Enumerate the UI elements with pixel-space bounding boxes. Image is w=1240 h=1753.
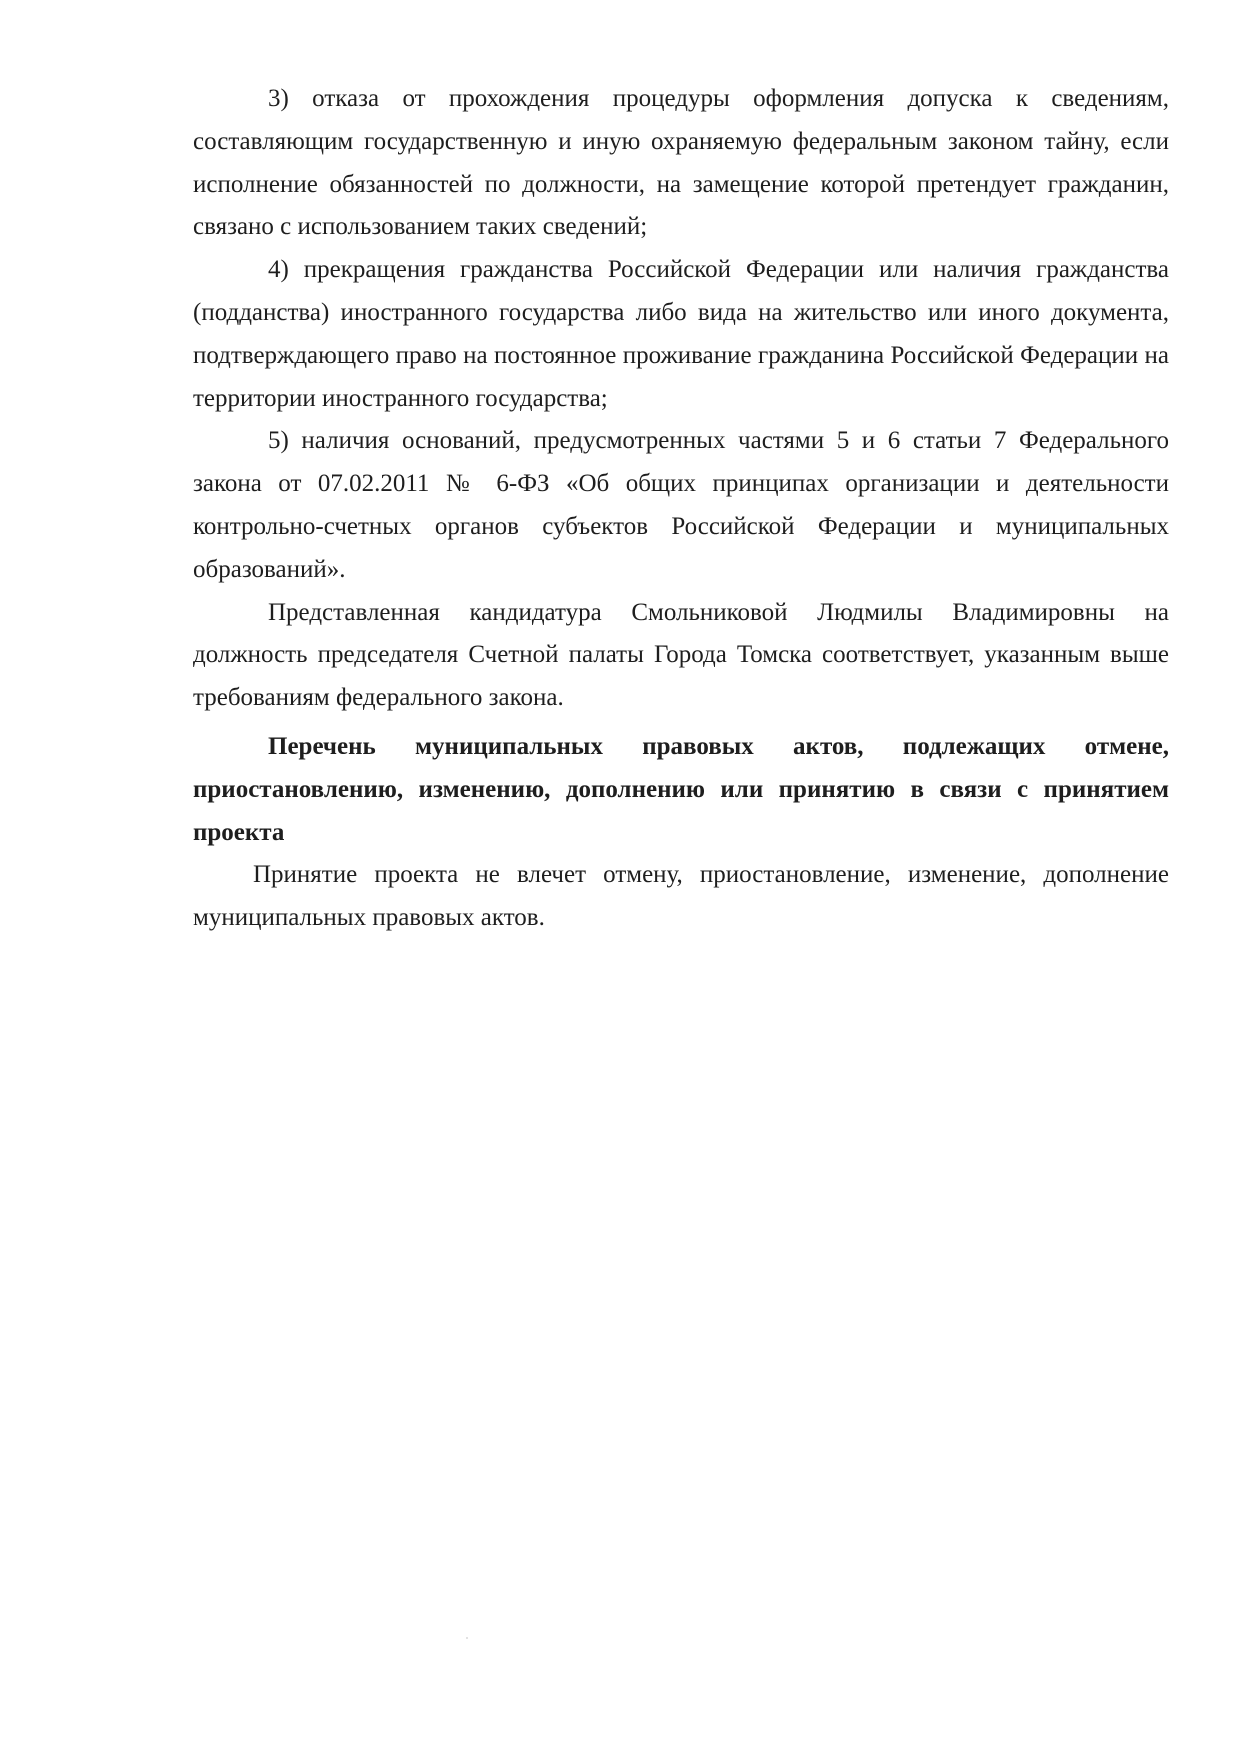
- paragraph-item-4: 4) прекращения гражданства Российской Федерации или наличия гражданства (подданства) иностранного государства либо вида на жительство или иного документа, подтверждающего право на постоянное проживание гражданина Российской Федерации на территории иностранного государства;: [193, 256, 1169, 412]
- closing-paragraph: Принятие проекта не влечет отмену, приостановление, изменение, дополнение муниципальных правовых актов.: [193, 861, 1169, 932]
- document-body: [193, 78, 1169, 940]
- scan-speck: [466, 1637, 468, 1639]
- paragraph-item-5: 5) наличия оснований, предусмотренных частями 5 и 6 статьи 7 Федерального закона от 07.02.2011 № 6-ФЗ «Об общих принципах организации и деятельности контрольно-счетных органов субъектов Российской Федерации и муниципальных образований».: [193, 427, 1169, 583]
- paragraph-item-3: 3) отказа от прохождения процедуры оформления допуска к сведениям, составляющим государственную и иную охраняемую федеральным законом тайну, если исполнение обязанностей по должности, на замещение которой претендует гражданин, связано с использованием таких сведений;: [193, 85, 1169, 241]
- section-heading: Перечень муниципальных правовых актов, подлежащих отмене, приостановлению, изменению, дополнению или принятию в связи с принятием проекта: [193, 732, 1169, 846]
- paragraph-candidate: Представленная кандидатура Смольниковой Людмилы Владимировны на должность председателя Счетной палаты Города Томска соответствует, указанным выше требованиям федерального закона.: [193, 598, 1169, 712]
